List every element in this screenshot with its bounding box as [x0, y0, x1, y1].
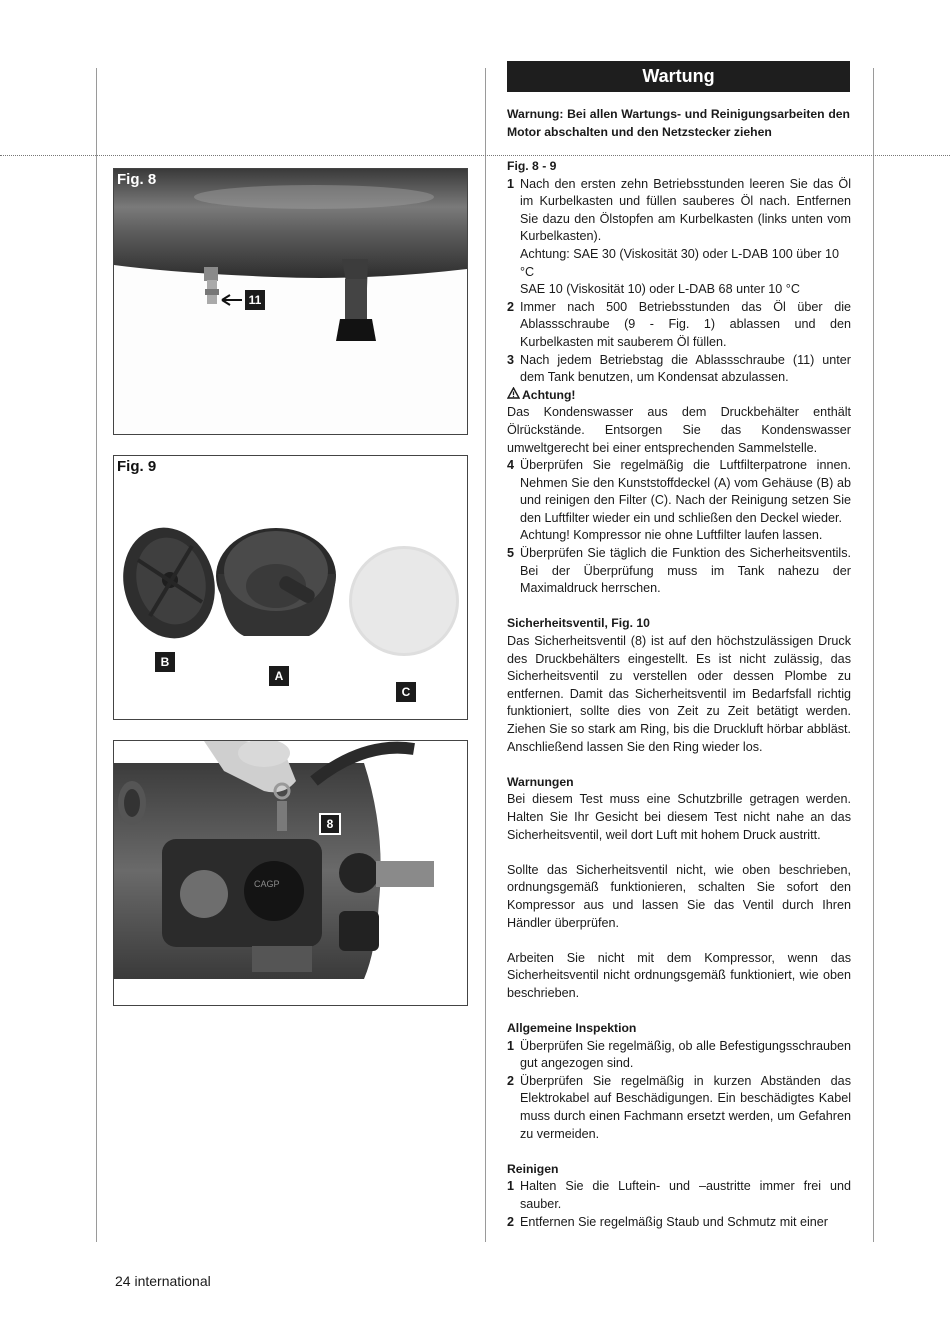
figure-9 — [113, 455, 468, 720]
section-title-cleaning: Reinigen — [507, 1161, 559, 1176]
dotted-separator — [0, 155, 950, 156]
list-item — [507, 299, 851, 352]
list-item — [507, 457, 851, 545]
item-number: 1 — [507, 1038, 515, 1053]
item-text: Halten Sie die Luftein- und –austritte immer frei und sauber. — [520, 1179, 851, 1212]
section-title-inspection: Allgemeine Inspektion — [507, 1021, 637, 1036]
item-text: Immer nach 500 Betriebsstunden das Öl über die Ablassschraube (9 - Fig. 1) ablassen und den Kurbelkasten mit sauberem Öl füllen. — [520, 299, 851, 349]
item-number: 5 — [507, 546, 515, 561]
list-item — [507, 1178, 851, 1213]
item-text: Überprüfen Sie regelmäßig, ob alle Befestigungsschrauben gut angezogen sind. — [520, 1038, 851, 1071]
warnings-paragraph-1: Bei diesem Test muss eine Schutzbrille getragen werden. Halten Sie Ihr Gesicht bei diesem Test nicht nahe an das Sicherheitsventil, weil dort Luft mit hohem Druck austritt. — [507, 792, 851, 842]
item-number: 3 — [507, 352, 515, 367]
warning-intro: Warnung: Bei allen Wartungs- und Reinigungsarbeiten den Motor abschalten und den Netzstecker ziehen — [507, 107, 850, 139]
page-footer: 24 international — [115, 1273, 211, 1289]
safety-valve-text: Das Sicherheitsventil (8) ist auf den höchstzulässigen Druck des Druckbehälters eingestellt. Es ist nicht zulässig, das Sicherheitsventil zu verstellen oder dessen Plombe zu entfernen. Damit das Sicherheitsventil im Bedarfsfall richtig funktioniert, sollte dies von Zeit zu Zeit betätigt werden. Ziehen Sie so stark am Ring, bis die Druckluft hörbar abbläst. Anschließend lassen Sie den Ring wieder los. — [507, 634, 851, 754]
figure-10 — [113, 740, 468, 1006]
caution-heading — [507, 387, 851, 405]
callout-a: A — [269, 666, 289, 686]
figure-8-label: Fig. 8 — [117, 171, 157, 188]
list-item — [507, 1214, 851, 1232]
item-text: Nach den ersten zehn Betriebsstunden leeren Sie das Öl im Kurbelkasten und füllen sauberes Öl nach. Entfernen Sie dazu den Ölstopfen am Kurbelkasten (links unten vom Kurbelkasten). — [520, 176, 851, 244]
list-item — [507, 545, 851, 598]
warnings-paragraph-2: Sollte das Sicherheitsventil nicht, wie oben beschrieben, ordnungsgemäß funktionieren, schalten Sie sofort den Kompressor aus und lassen Sie das Ventil durch Ihren Händler überprüfen. — [507, 862, 851, 930]
caution-text: Das Kondenswasser aus dem Druckbehälter enthält Ölrückstände. Entsorgen Sie das Kondenswasser umweltgerecht bei einer entsprechenden Sammelstelle. — [507, 405, 851, 455]
item-number: 4 — [507, 458, 515, 473]
caution-title: Achtung! — [522, 387, 576, 402]
figure-10-label: Fig. 10 — [117, 743, 165, 760]
callout-8: 8 — [319, 813, 341, 835]
item-text: Überprüfen Sie täglich die Funktion des Sicherheitsventils. Bei der Überprüfung muss im Tank nahezu der Maximaldruck herrschen. — [520, 546, 851, 596]
item-text: SAE 10 (Viskosität 10) oder L-DAB 68 unter 10 °C — [520, 282, 800, 297]
item-text: Entfernen Sie regelmäßig Staub und Schmutz mit einer — [520, 1214, 829, 1229]
item-number: 2 — [507, 1073, 515, 1088]
left-margin-line — [96, 68, 97, 1242]
section-title-warnings: Warnungen — [507, 774, 574, 789]
list-item — [507, 352, 851, 387]
list-item — [507, 1038, 851, 1073]
figure-8-photo — [114, 169, 467, 434]
item-text: Achtung: SAE 30 (Viskosität 30) oder L-DAB 100 über 10 °C — [520, 246, 839, 279]
callout-b: B — [155, 652, 175, 672]
item-text: Überprüfen Sie regelmäßig in kurzen Abständen das Elektrokabel auf Beschädigungen. Ein beschädigtes Kabel muss durch einen Fachmann ersetzt werden, um Gefahren zu vermeiden. — [520, 1073, 851, 1141]
callout-c: C — [396, 682, 416, 702]
list-item — [507, 176, 851, 299]
item-number: 1 — [507, 176, 515, 191]
section-title-safety-valve: Sicherheitsventil, Fig. 10 — [507, 616, 650, 631]
item-number: 2 — [507, 1214, 515, 1229]
item-text: Achtung! Kompressor nie ohne Luftfilter laufen lassen. — [520, 528, 823, 543]
list-item — [507, 1073, 851, 1143]
callout-11: 11 — [245, 290, 265, 310]
text-column — [507, 158, 851, 1231]
figure-9-photo — [114, 456, 467, 719]
figure-8 — [113, 168, 468, 435]
figure-9-label: Fig. 9 — [117, 458, 157, 475]
warning-triangle-icon — [507, 387, 520, 399]
warnings-paragraph-3: Arbeiten Sie nicht mit dem Kompressor, wenn das Sicherheitsventil nicht ordnungsgemäß funktioniert, wie oben beschrieben. — [507, 950, 851, 1000]
item-number: 2 — [507, 299, 515, 314]
section-title-fig89: Fig. 8 - 9 — [507, 159, 557, 173]
item-text: Überprüfen Sie regelmäßig die Luftfilterpatrone innen. Nehmen Sie den Kunststoffdeckel (A) vom Gehäuse (B) ab und reinigen den Filter (C). Nach der Reinigung setzen Sie den Luftfilter wieder ein und schließen den Deckel wieder. — [520, 458, 851, 525]
right-margin-line — [873, 68, 874, 1242]
svg-text:CAGP: CAGP — [254, 879, 280, 889]
item-text: Nach jedem Betriebstag die Ablassschraube (11) unter dem Tank benutzen, um Kondensat abzulassen. — [520, 352, 851, 385]
section-header-wartung: Wartung — [507, 61, 850, 92]
column-divider-line — [485, 68, 486, 1242]
figure-10-photo — [114, 741, 467, 1005]
item-number: 1 — [507, 1179, 515, 1194]
